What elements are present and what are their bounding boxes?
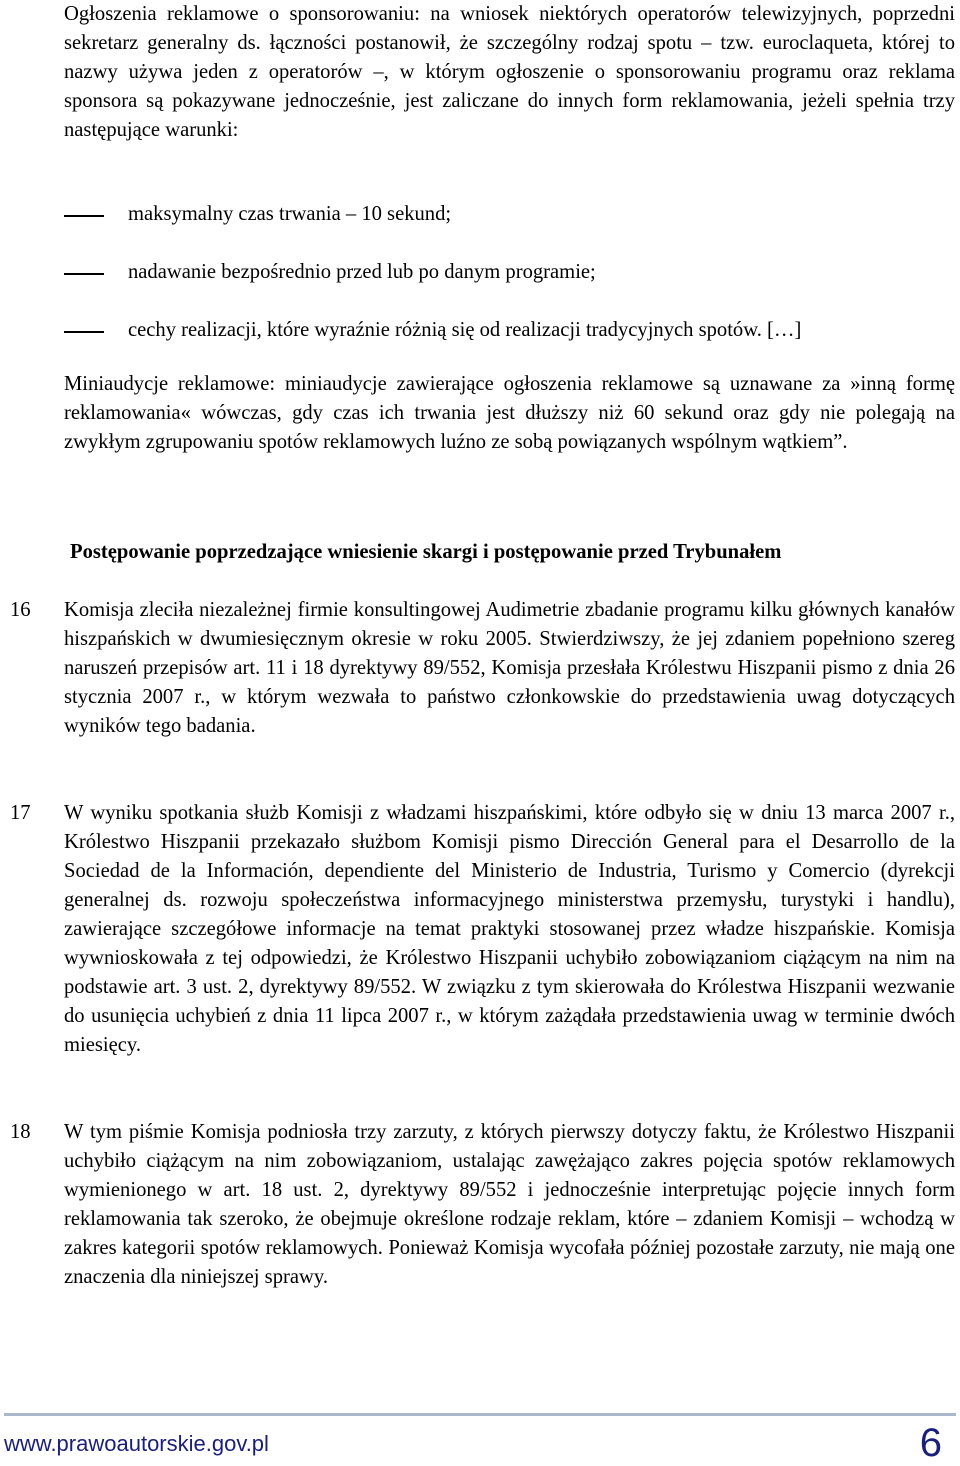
point-text: W wyniku spotkania służb Komisji z władzami hiszpańskimi, które odbyło się w dniu 13 marca 2007 r., Królestwo Hiszpanii przekazało służbom Komisji pismo Dirección General para el Desarrollo de la Sociedad de la Información, dependiente del Ministerio de Industria, Turismo y Comercio (dyrekcji generalnej ds. rozwoju społeczeństwa informacyjnego ministerstwa przemysłu, turystyki i handlu), zawierające szczegółowe informacje na temat praktyki stosowanej przez władze hiszpańskie. Komisja wywnioskowała z tej odpowiedzi, że Królestwo Hiszpanii uchybiło zobowiązaniom ciążącym na nim na podstawie art. 3 ust. 2, dyrektywy 89/552. W związku z tym skierowała do Królestwa Hiszpanii wezwanie do usunięcia uchybień z dnia 11 lipca 2007 r., w którym zażądała przedstawienia uwag w terminie dwóch miesięcy. [64, 802, 955, 1056]
list-item [64, 258, 955, 316]
point-number: 18 [10, 1121, 31, 1143]
list-item [64, 316, 955, 374]
intro-paragraph: Ogłoszenia reklamowe o sponsorowaniu: na wniosek niektórych operatorów telewizyjnych, poprzedni sekretarz generalny ds. łączności postanowił, że szczególny rodzaj spotu – tzw. euroclaqueta, której to nazwy używa jeden z operatorów –, w którym ogłoszenie o sponsorowaniu programu oraz reklama sponsora są pokazywane jednocześnie, jest zaliczane do innych form reklamowania, jeżeli spełnia trzy następujące warunki: [64, 3, 955, 141]
condition-text: maksymalny czas trwania – 10 sekund; [128, 203, 452, 225]
condition-text: cechy realizacji, które wyraźnie różnią się od realizacji tradycyjnych spotów. […] [128, 319, 802, 341]
conditions-list [64, 200, 955, 374]
point-number: 16 [10, 599, 31, 621]
condition-text: nadawanie bezpośrednio przed lub po danym programie; [128, 261, 596, 283]
section-heading: Postępowanie poprzedzające wniesienie skargi i postępowanie przed Trybunałem [70, 541, 782, 563]
point-text: Komisja zleciła niezależnej firmie konsultingowej Audimetrie zbadanie programu kilku głównych kanałów hiszpańskich w dwumiesięcznym okresie w roku 2005. Stwierdziwszy, że jej zdaniem popełniono szereg naruszeń przepisów art. 11 i 18 dyrektywy 89/552, Komisja przesłała Królestwu Hiszpanii pismo z dnia 26 stycznia 2007 r., w którym wezwała to państwo członkowskie do przedstawienia uwag dotyczących wyników tego badania. [64, 599, 955, 737]
mini-programmes-paragraph: Miniaudycje reklamowe: miniaudycje zawierające ogłoszenia reklamowe są uznawane za »inną formę reklamowania« wówczas, gdy czas ich trwania jest dłuższy niż 60 sekund oraz gdy nie polegają na zwykłym zgrupowaniu spotów reklamowych luźno ze sobą powiązanych wspólnym wątkiem”. [64, 373, 955, 453]
point-number: 17 [10, 802, 31, 824]
footer-website-link[interactable]: www.prawoautorskie.gov.pl [4, 1431, 269, 1456]
footer-divider [4, 1413, 956, 1416]
point-text: W tym piśmie Komisja podniosła trzy zarzuty, z których pierwszy dotyczy faktu, że Królestwo Hiszpanii uchybiło ciążącym na nim zobowiązaniom, ustalając zawężająco zakres pojęcia spotów reklamowych wymienionego w art. 18 ust. 2, dyrektywy 89/552 i jednocześnie interpretując pojęcie innych form reklamowania tak szeroko, że obejmuje określone rodzaje reklam, które – zdaniem Komisji – wchodzą w zakres kategorii spotów reklamowych. Ponieważ Komisja wycofała później pozostałe zarzuty, nie mają one znaczenia dla niniejszej sprawy. [64, 1121, 955, 1288]
page-number: 6 [919, 1421, 942, 1465]
list-item [64, 200, 955, 258]
